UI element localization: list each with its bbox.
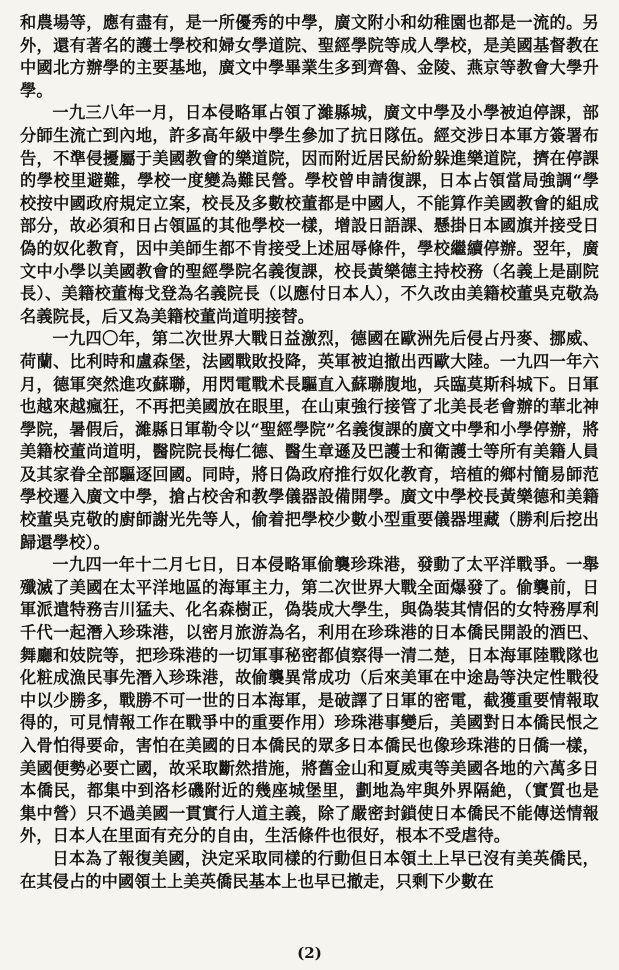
paragraph-4: 一九四一年十二月七日，日本侵略軍偷襲珍珠港，發動了太平洋戰爭。一舉殲滅了美國在太平洋地區的海軍主力，第二次世界大戰全面爆發了。偷襲前，日軍派遣特務吉川猛夫、化名森樹正，偽裝成大學生，與偽裝其情侶的女特務厚利千代一起潛入珍珠港，以密月旅游為名，利用在珍珠港的日本僑民開設的酒巴、舞廳和妓院等，把珍珠港的一切軍事秘密都偵察得一清二楚，日本海軍陸戰隊也化粧成漁民事先潛入珍珠港，故偷襲異常成功（后來美軍在中途島等決定性戰役中以少勝多，戰勝不可一世的日本海軍，是破譯了日軍的密電，截獲重要情報取得的，可見情報工作在戰爭中的重要作用）珍珠港事變后，美國對日本僑民恨之入骨怕得要命，害怕在美國的日本僑民的眾多日本僑民也像珍珠港的日僑一樣，美國便勢必要亡國，故采取斷然措施，將舊金山和夏威夷等美國各地的六萬多日本僑民，都集中到洛杉磯附近的幾座城堡里，劃地為牢與外界隔絶，（實質也是集中營）只不過美國一貫實行人道主義，除了嚴密封鎖使日本僑民不能傳送情報外，日本人在里面有充分的自由，生活條件也很好，根本不受虐待。	[20, 555, 599, 846]
paragraph-3: 一九四〇年，第二次世界大戰日益激烈，德國在歐洲先后侵占丹麥、挪威、荷蘭、比利時和盧森堡，法國戰敗投降，英軍被迫撤出西歐大陸。一九四一年六月，德軍突然進攻蘇聯，用閃電戰术長驅直入蘇聯腹地，兵臨莫斯科城下。日軍也越來越瘋狂，不再把美國放在眼里，在山東強行接管了北美長老會辦的華北神學院，暑假后，濰縣日軍勒令以“聖經學院”名義復課的廣文中學和小學停辦，將美籍校董尚道明，醫院院長梅仁德、醫生章遜及巴護士和衛護士等所有美籍人員及其家眷全部驅逐回國。同時，將日偽政府推行奴化教育，培植的鄉村簡易師范學校遷入廣文中學，搶占校舍和教學儀器設備開學。廣文中學校長黃樂德和美籍校董吳克敬的廚師謝光先等人，偷着把學校少數小型重要儀器埋藏（勝利后挖出歸還學校）。	[20, 329, 599, 552]
page-number: (2)	[297, 944, 322, 962]
paragraph-5: 日本為了報復美國，決定采取同樣的行動但日本領土上早已沒有美英僑民，在其侵占的中國領土上美英僑民基本上也早已撤走，只剩下少數在	[20, 848, 599, 891]
paragraph-2: 一九三八年一月，日本侵略軍占領了濰縣城，廣文中學及小學被迫停課，部分師生流亡到內地，許多高年級中學生參加了抗日隊伍。經交涉日本軍方簽署布告，不準侵擾屬于美國教會的樂道院，因而附近居民紛紛躲進樂道院，擠在停課的學校里避難，學校一度變為難民營。學校曾申請復課，日本占領當局強調“學校按中國政府規定立案，校長及多數校董都是中國人，不能算作美國教會的組成部分，故必須和日占領區的其他學校一樣，增設日語課、懸掛日本國旗并接受日偽的奴化教育，因中美師生都不肯接受上述屈辱條件，學校繼續停辦。翌年，廣文中小學以美國教會的聖經學院名義復課，校長黃樂德主持校務（名義上是副院長）、美籍校董梅戈登為名義院長（以應付日本人），不久改由美籍校董吳克敬為名義院長，后又為美籍校董尚道明接替。	[20, 103, 599, 326]
paragraph-1: 和農場等，應有盡有，是一所優秀的中學，廣文附小和幼稚園也都是一流的。另外，還有著名的護士學校和婦女學道院、聖經學院等成人學校，是美國基督教在中國北方辦學的主要基地，廣文中學畢業生多到齊魯、金陵、燕京等教會大學升學。	[20, 13, 599, 100]
